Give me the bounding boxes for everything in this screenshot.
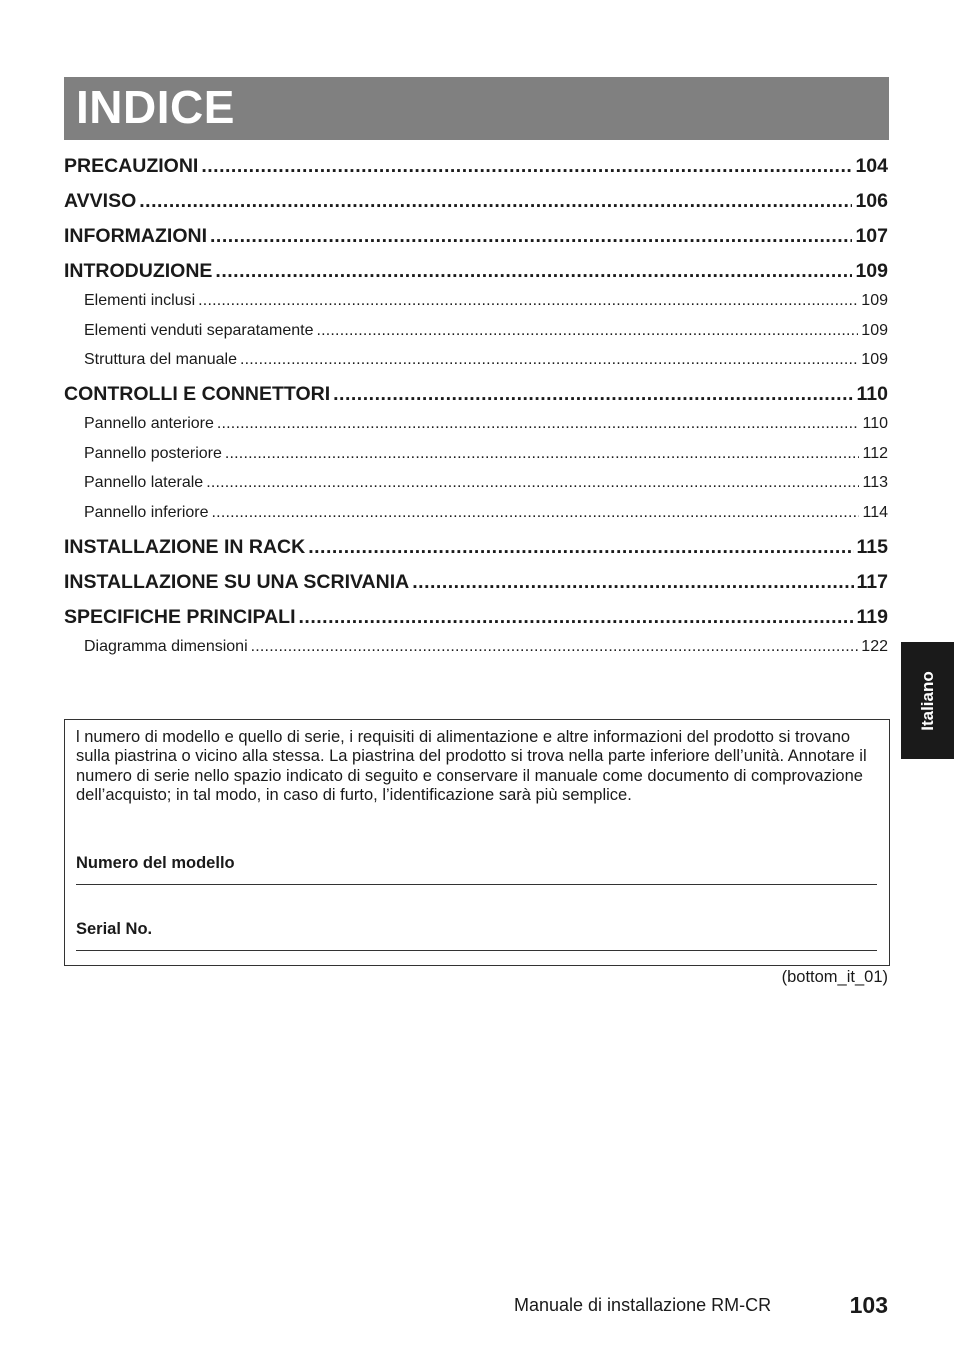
toc-entry-label: INTRODUZIONE (64, 260, 213, 282)
toc-entry-page: 107 (855, 225, 888, 247)
toc-entry-page: 109 (861, 321, 888, 339)
toc-entry-label: Pannello inferiore (84, 503, 209, 521)
toc-entry[interactable] (64, 260, 888, 283)
toc-entry-label: INFORMAZIONI (64, 225, 207, 247)
toc-leader-dots (225, 445, 860, 463)
toc-entry-page: 109 (861, 351, 888, 368)
toc-entry-label: SPECIFICHE PRINCIPALI (64, 605, 296, 628)
toc-entry[interactable] (64, 536, 888, 559)
toc-entry-label: Diagramma dimensioni (84, 637, 248, 655)
toc-entry[interactable] (64, 383, 888, 406)
toc-entry-page: 106 (855, 190, 888, 212)
toc-entry[interactable] (64, 415, 888, 433)
reference-code: (bottom_it_01) (781, 968, 888, 986)
toc-entry[interactable] (64, 474, 888, 492)
toc-entry-page: 109 (861, 292, 888, 309)
toc-entry-page: 113 (862, 474, 888, 491)
toc-entry-label: Pannello posteriore (84, 444, 222, 462)
toc-entry-label: INSTALLAZIONE IN RACK (64, 535, 306, 558)
toc-leader-dots (240, 351, 858, 369)
toc-leader-dots (198, 292, 858, 310)
toc-entry[interactable] (64, 190, 888, 213)
toc-leader-dots (215, 260, 852, 283)
toc-entry-label: Elementi venduti separatamente (84, 321, 314, 339)
model-number-line (76, 884, 877, 885)
model-number-label: Numero del modello (76, 854, 235, 872)
language-tab-label: Italiano (917, 670, 937, 731)
toc-entry-page: 109 (855, 260, 888, 282)
toc-entry[interactable] (64, 504, 888, 522)
info-text: l numero di modello e quello di serie, i requisiti di alimentazione e altre informazioni del prodotto si trovano sulla piastrina o vicino alla stessa. La piastrina del prodotto si trova nella parte inferiore dell’unità. Annotare il numero di serie nello spazio indicato di seguito e conservare il manuale come documento di comprovazione dell’acquisto; in tal modo, in caso di furto, l’identificazione sarà più semplice. (76, 728, 867, 804)
toc-entry-label: PRECAUZIONI (64, 155, 199, 177)
toc-entry-label: CONTROLLI E CONNETTORI (64, 383, 331, 405)
toc-entry-label: Pannello laterale (84, 474, 204, 491)
toc-entry[interactable] (64, 638, 888, 656)
toc-leader-dots (316, 322, 858, 340)
footer-manual-title: Manuale di installazione RM-CR (514, 1295, 772, 1315)
toc-entry-page: 112 (862, 444, 888, 462)
toc-entry[interactable] (64, 155, 888, 178)
toc-entry-page: 115 (856, 535, 888, 558)
toc-entry-page: 110 (856, 383, 888, 405)
toc-entry-label: Elementi inclusi (84, 292, 196, 309)
toc-entry-label: Struttura del manuale (84, 351, 237, 368)
page-title: INDICE (76, 81, 235, 133)
toc-entry[interactable] (64, 606, 888, 629)
toc-leader-dots (212, 504, 860, 522)
toc-leader-dots (299, 606, 854, 629)
toc-entry[interactable] (64, 445, 888, 463)
toc-entry-label: Pannello anteriore (84, 415, 214, 432)
toc-entry-page: 104 (855, 155, 888, 177)
toc-entry-page: 110 (862, 415, 888, 432)
toc-entry[interactable] (64, 322, 888, 340)
title-bar (64, 77, 889, 140)
toc-leader-dots (412, 571, 853, 594)
serial-number-line (76, 950, 877, 951)
toc-leader-dots (201, 155, 852, 178)
toc-leader-dots (210, 225, 852, 248)
toc-leader-dots (206, 474, 859, 492)
toc-entry[interactable] (64, 571, 888, 594)
toc-entry-page: 122 (861, 637, 888, 655)
info-box (64, 719, 890, 966)
toc-entry[interactable] (64, 351, 888, 369)
toc-leader-dots (217, 415, 860, 433)
toc-entry-label: INSTALLAZIONE SU UNA SCRIVANIA (64, 570, 410, 593)
toc-leader-dots (251, 638, 859, 656)
toc-entry[interactable] (64, 225, 888, 248)
toc-entry-page: 117 (856, 570, 888, 593)
toc-entry[interactable] (64, 292, 888, 310)
toc-entry-label: AVVISO (64, 190, 137, 212)
serial-number-label: Serial No. (76, 920, 153, 938)
language-tab (901, 642, 954, 759)
toc-entry-page: 114 (862, 503, 888, 521)
toc-leader-dots (139, 190, 852, 213)
toc-entry-page: 119 (856, 605, 888, 628)
toc-leader-dots (333, 383, 853, 406)
toc-leader-dots (308, 536, 853, 559)
footer-page-number: 103 (849, 1292, 888, 1318)
